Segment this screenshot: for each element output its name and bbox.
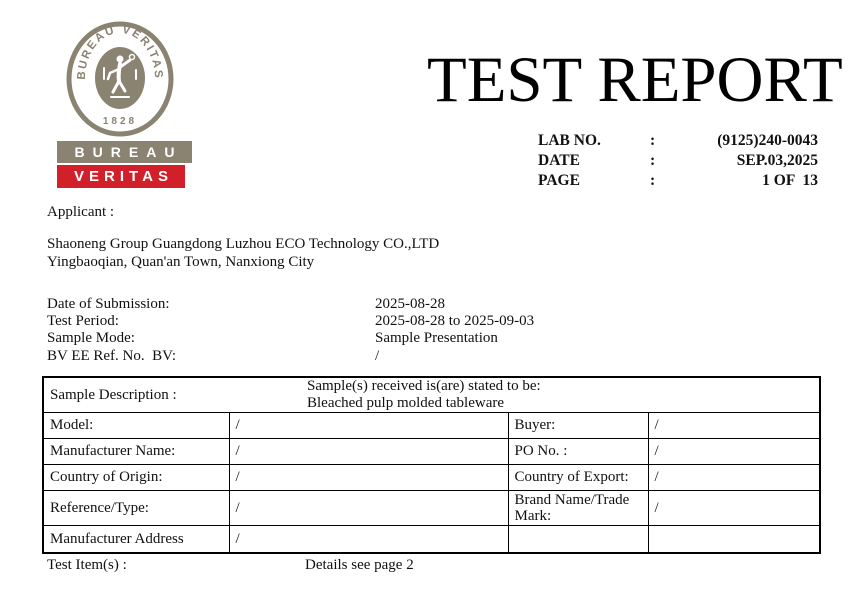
date-row [538, 151, 818, 171]
empty-cell-2 [648, 526, 820, 553]
test-items-value: Details see page 2 [305, 557, 414, 573]
page-colon: : [650, 172, 656, 189]
report-title: TEST REPORT [427, 44, 843, 116]
table-row-reference-type [43, 491, 820, 526]
model-label: Model: [43, 413, 229, 439]
reference-type-label: Reference/Type: [43, 491, 229, 526]
table-row-description [43, 377, 820, 413]
empty-cell-1 [508, 526, 648, 553]
lab-no-label: LAB NO. [538, 132, 601, 149]
lab-info-block [538, 131, 818, 191]
table-row-model [43, 413, 820, 439]
applicant-location: Yingbaoqian, Quan'an Town, Nanxiong City [47, 253, 315, 270]
submission-block [47, 296, 534, 365]
page-label: PAGE [538, 172, 580, 189]
date-value: SEP.03,2025 [736, 152, 818, 169]
sample-mode-value: Sample Presentation [375, 330, 498, 347]
country-export-value: / [648, 465, 820, 491]
manufacturer-address-value: / [229, 526, 508, 553]
bv-ref-value: / [375, 347, 380, 364]
date-of-submission-row [47, 296, 534, 313]
country-export-label: Country of Export: [508, 465, 648, 491]
reference-type-value: / [229, 491, 508, 526]
date-colon: : [650, 152, 656, 169]
manufacturer-name-value: / [229, 439, 508, 465]
page-row [538, 171, 818, 191]
lab-no-row [538, 131, 818, 151]
bureau-veritas-emblem [64, 20, 176, 138]
applicant-company: Shaoneng Group Guangdong Luzhou ECO Technology CO.,LTD [47, 236, 440, 252]
test-period-row [47, 313, 534, 330]
sample-description-text [307, 378, 819, 412]
sample-description-label: Sample Description : [50, 386, 177, 403]
brand-name-value: / [648, 491, 820, 526]
date-label: DATE [538, 152, 580, 169]
page-value: 1 OF 13 [762, 172, 818, 189]
buyer-value: / [648, 413, 820, 439]
bv-ref-label: BV EE Ref. No. BV: [47, 347, 177, 364]
lab-no-value: (9125)240-0043 [717, 132, 818, 149]
logo-bar-bureau: BUREAU [57, 141, 192, 163]
table-row-manufacturer-address [43, 526, 820, 553]
buyer-label: Buyer: [508, 413, 648, 439]
applicant-address [47, 236, 439, 271]
logo-bar-veritas: VERITAS [57, 165, 185, 188]
po-no-value: / [648, 439, 820, 465]
sample-material-line: Bleached pulp molded tableware [307, 395, 505, 411]
emblem-ring-text: BUREAU VERITAS [75, 23, 165, 81]
po-no-label: PO No. : [508, 439, 648, 465]
manufacturer-name-label: Manufacturer Name: [43, 439, 229, 465]
manufacturer-address-label: Manufacturer Address [43, 526, 229, 553]
country-origin-value: / [229, 465, 508, 491]
applicant-label: Applicant : [47, 204, 115, 220]
date-of-submission-label: Date of Submission: [47, 296, 170, 312]
sample-received-line: Sample(s) received is(are) stated to be: [307, 378, 541, 394]
lab-no-colon: : [650, 132, 656, 149]
sample-mode-label: Sample Mode: [47, 330, 135, 347]
test-items-label: Test Item(s) : [47, 557, 127, 573]
bv-ref-row [47, 348, 534, 365]
brand-name-label: Brand Name/Trade Mark: [508, 491, 648, 526]
date-of-submission-value: 2025-08-28 [375, 296, 445, 312]
sample-mode-row [47, 330, 534, 347]
model-value: / [229, 413, 508, 439]
test-period-value: 2025-08-28 to 2025-09-03 [375, 313, 535, 330]
table-row-manufacturer-name [43, 439, 820, 465]
sample-description-table [42, 376, 821, 554]
table-row-country-origin [43, 465, 820, 491]
test-period-label: Test Period: [47, 313, 119, 330]
emblem-year: 1828 [102, 116, 138, 127]
country-origin-label: Country of Origin: [43, 465, 229, 491]
